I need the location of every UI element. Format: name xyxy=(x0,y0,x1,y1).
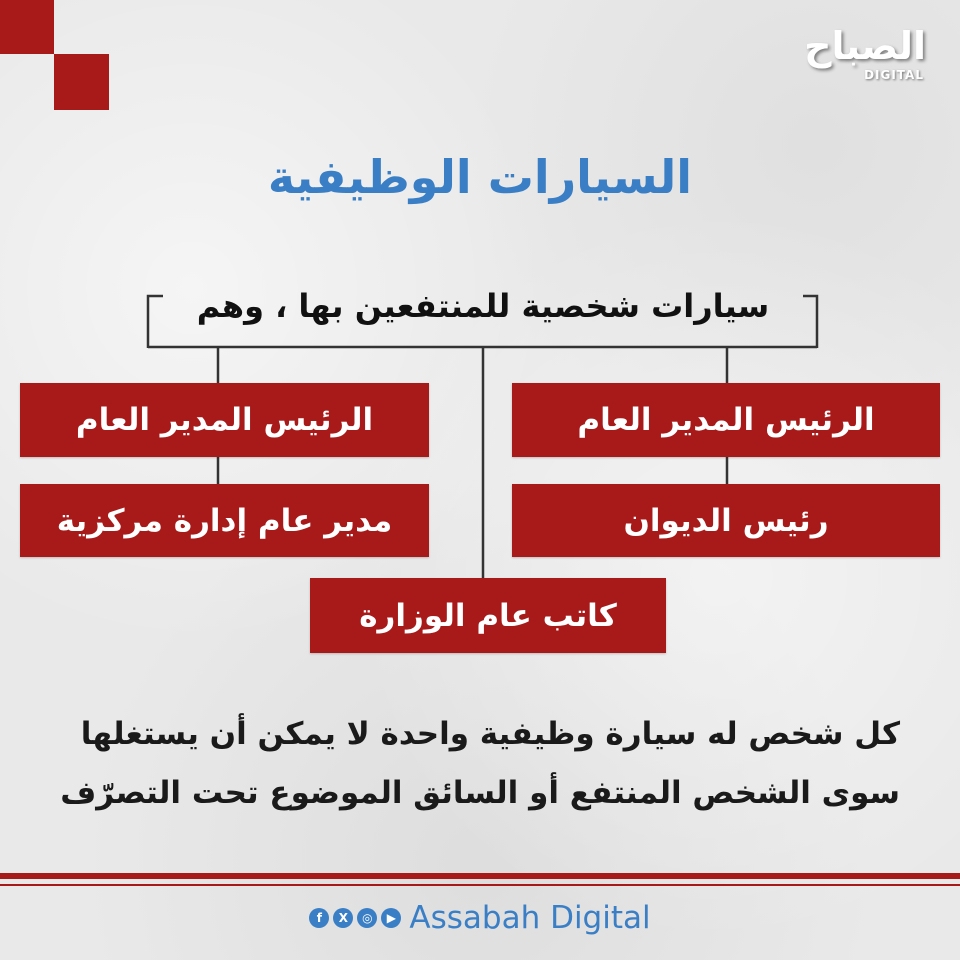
node-left-bottom xyxy=(20,484,429,557)
facebook-icon[interactable]: f xyxy=(309,908,329,928)
node-right-top xyxy=(512,383,940,457)
footer xyxy=(0,900,960,936)
node-right-bottom-label: رئيس الديوان xyxy=(623,502,829,539)
top-label: سيارات شخصية للمنتفعين بها ، وهم xyxy=(196,287,770,325)
node-right-bottom xyxy=(512,484,940,557)
node-left-top xyxy=(20,383,429,457)
note-line-1: كل شخص له سيارة وظيفية واحدة لا يمكن أن يستغلها xyxy=(80,716,900,752)
youtube-icon[interactable]: ▶ xyxy=(381,908,401,928)
logo-arabic: الصباح xyxy=(804,24,926,68)
node-center-label: كاتب عام الوزارة xyxy=(359,597,617,634)
note-line-2: سوى الشخص المنتفع أو السائق الموضوع تحت التصرّف xyxy=(60,775,900,811)
node-right-top-label: الرئيس المدير العام xyxy=(577,402,875,438)
node-left-top-label: الرئيس المدير العام xyxy=(75,402,374,438)
node-left-bottom-label: مدير عام إدارة مركزية xyxy=(56,502,393,539)
logo-english: DIGITAL xyxy=(864,68,924,82)
page-title: السيارات الوظيفية xyxy=(267,150,693,204)
instagram-icon[interactable]: ◎ xyxy=(357,908,377,928)
bottom-rule-thin xyxy=(0,884,960,886)
bottom-rule-thick xyxy=(0,873,960,879)
node-center xyxy=(310,578,666,653)
top-label-box xyxy=(150,283,816,329)
footer-text: Assabah Digital xyxy=(409,900,651,936)
x-icon[interactable]: X xyxy=(333,908,353,928)
